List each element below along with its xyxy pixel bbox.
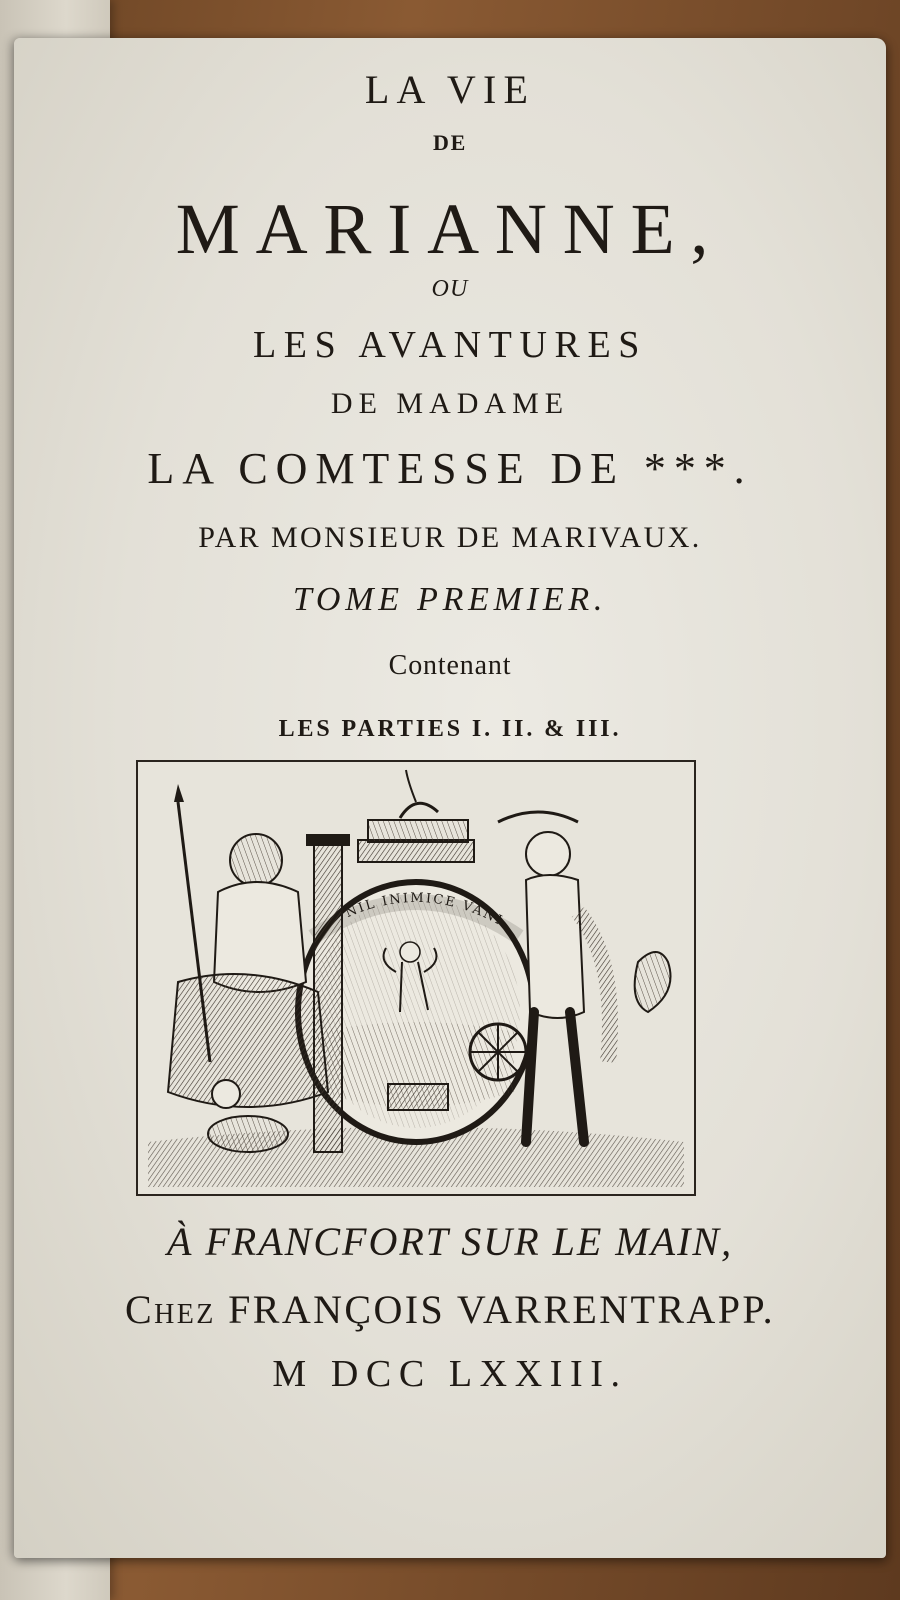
- imprint-year: M DCC LXXIII.: [272, 1353, 628, 1395]
- title-line-ou: OU: [431, 276, 469, 302]
- title-line-de-madame: DE MADAME: [330, 387, 570, 420]
- author-line: PAR MONSIEUR DE MARIVAUX.: [198, 521, 702, 554]
- parts-line: LES PARTIES I. II. & III.: [278, 716, 622, 742]
- engraved-vignette: [136, 760, 696, 1196]
- title-line-marianne: MARIANNE,: [175, 189, 725, 269]
- vignette-motto-text: NIL INIMICE VANI: [343, 890, 506, 930]
- imprint-publisher: Chez FRANÇOIS VARRENTRAPP.: [125, 1287, 775, 1332]
- title-page: [14, 38, 886, 1558]
- title-line-la-vie: LA VIE: [364, 67, 536, 112]
- volume-line: TOME PREMIER.: [292, 581, 608, 618]
- allegorical-engraving-image: [138, 762, 694, 1194]
- contents-label: Contenant: [388, 650, 512, 681]
- title-line-comtesse: LA COMTESSE DE ***.: [147, 444, 753, 493]
- title-line-avantures: LES AVANTURES: [252, 324, 648, 366]
- title-line-de: DE: [432, 130, 468, 155]
- imprint-place: À FRANCFORT SUR LE MAIN,: [166, 1219, 734, 1264]
